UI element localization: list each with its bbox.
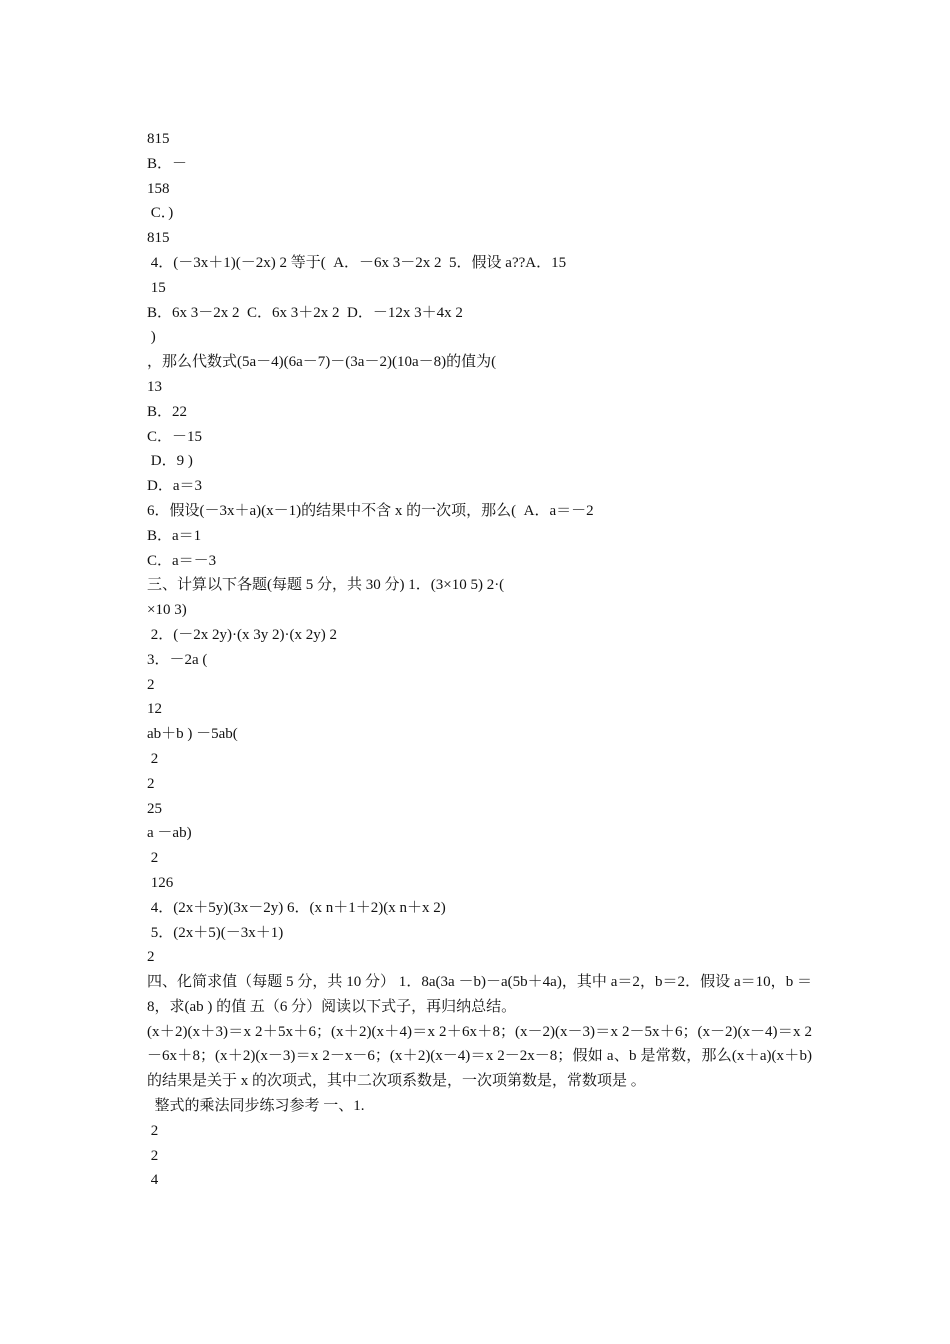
text-line: D．9 ) (147, 453, 193, 470)
section-four-paragraph: 四、化简求值（每题 5 分，共 10 分） 1．8a(3a －b)－a(5b＋4a)，其中 a＝2，b＝2．假设 a＝10，b ＝8，求(ab ) 的值 五（6 分）阅读以下式子，再归纳总结。 (147, 974, 812, 1015)
text-line: B．6x 3－2x 2 C．6x 3＋2x 2 D．－12x 3＋4x 2 (147, 304, 463, 321)
text-line: 126 (147, 874, 174, 891)
text-line: 4 (147, 1172, 159, 1189)
text-line: 2 (147, 850, 159, 867)
text-line: 2 (147, 750, 159, 767)
text-line: 2．(－2x 2y)·(x 3y 2)·(x 2y) 2 (147, 626, 337, 643)
text-line: 2 (147, 1122, 159, 1139)
text-line: 2 (147, 775, 155, 792)
text-line: B．a＝1 (147, 527, 202, 544)
text-line: 4．(－3x＋1)(－2x) 2 等于( A．－6x 3－2x 2 5．假设 a??A．15 (147, 254, 567, 271)
text-line: ab＋b ) －5ab( (147, 726, 238, 743)
text-line: 815 (147, 230, 170, 247)
text-line: ，那么代数式(5a－4)(6a－7)－(3a－2)(10a－8)的值为( (147, 354, 497, 371)
text-line: ) (147, 329, 156, 346)
text-line: 整式的乘法同步练习参考 一、1. (147, 1098, 365, 1115)
section-five-paragraph: (x＋2)(x＋3)＝x 2＋5x＋6；(x＋2)(x＋4)＝x 2＋6x＋8；(x－2)(x－3)＝x 2－5x＋6；(x－2)(x－4)＝x 2－6x＋8；(x＋2)(x－3)＝x 2－x－6；(x＋2)(x－4)＝x 2－2x－8；假如 a、b 是常数，那么(x＋a)(x＋b)的结果是关于 x 的次项式，其中二次项系数是，一次项第数是，常数项是 。 (147, 1023, 812, 1090)
text-line: 三、计算以下各题(每题 5 分，共 30 分) 1．(3×10 5) 2·( (147, 577, 505, 594)
text-line: 25 (147, 800, 162, 817)
text-line: B．22 (147, 403, 188, 420)
text-line: 2 (147, 676, 155, 693)
text-line: 15 (147, 279, 166, 296)
text-line: 2 (147, 949, 155, 966)
text-line: C．a＝－3 (147, 552, 217, 569)
text-line: 4．(2x＋5y)(3x－2y) 6．(x n＋1＋2)(x n＋x 2) (147, 899, 446, 916)
text-line: 2 (147, 1147, 159, 1164)
text-line: C．－15 (147, 428, 203, 445)
text-lines-top (147, 127, 812, 970)
text-line: 158 (147, 180, 170, 197)
text-line: 12 (147, 701, 162, 718)
text-line: D．a＝3 (147, 478, 202, 495)
text-line: 3．－2a ( (147, 651, 208, 668)
text-line: a －ab) (147, 825, 192, 842)
text-line: ×10 3) (147, 602, 187, 619)
text-line: 6．假设(－3x＋a)(x－1)的结果中不含 x 的一次项，那么( A．a＝－2 (147, 502, 594, 519)
text-line: 13 (147, 378, 162, 395)
text-lines-bottom (147, 1094, 812, 1193)
text-line: 5．(2x＋5)(－3x＋1) (147, 924, 284, 941)
document-body (147, 127, 812, 1193)
text-line: 815 (147, 131, 170, 147)
text-line: C．) (147, 205, 174, 222)
text-line: B．－ (147, 155, 188, 172)
